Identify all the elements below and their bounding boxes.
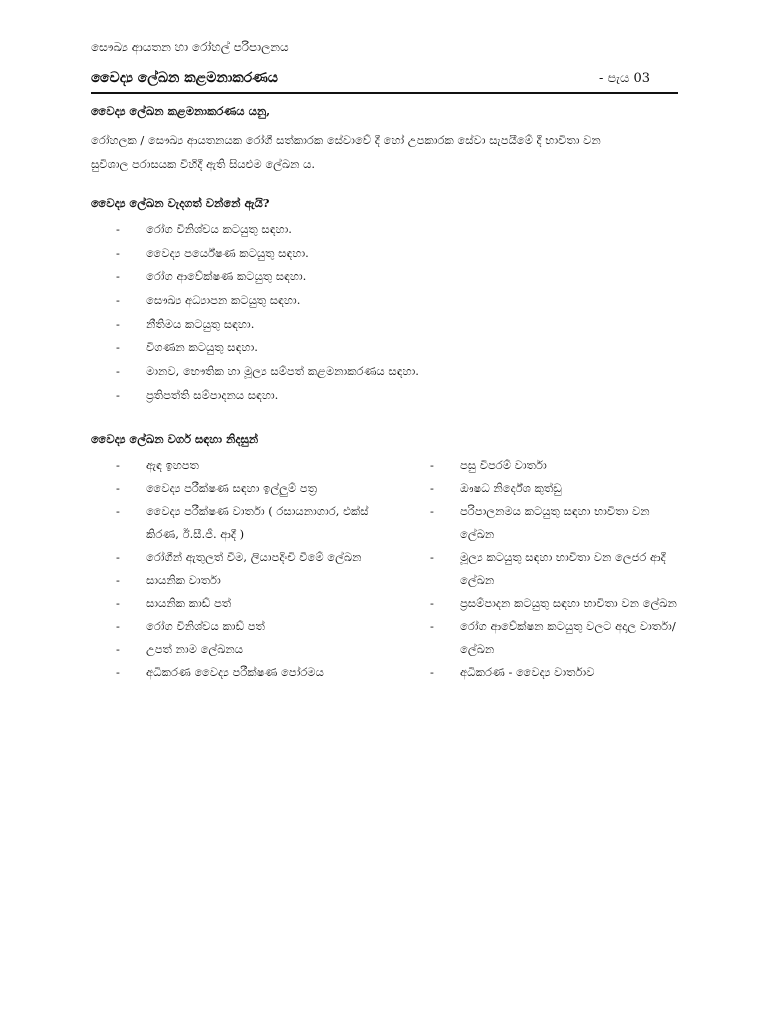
importance-heading: වෛද්‍ය ලේඛන වැදගත් වන්නේ ඇයි? [91,196,270,210]
types-heading: වෛද්‍ය ලේඛන වර්ග සඳහා නිදසුන් [91,432,259,446]
page-title: වෛද්‍ය ලේඛන කළමනාකරණය [91,70,278,86]
bullet-dash: - [430,619,434,633]
bullet-dash: - [430,504,434,518]
definition-heading: වෛද්‍ය ලේඛන කළමනාකරණය යනු, [91,104,271,118]
bullet-dash: - [116,619,120,633]
list-item: - වෛද්‍ය පරීක්ෂණ වාර්තා ( රසායනාගාර, එක්ස් කිරණ, ඊ.සී.ජී. ආදී ) [116,500,386,546]
definition-paragraph [91,128,681,176]
list-item: - රෝග විනිශ්චය කටයුතු සඳහා. [116,218,636,242]
bullet-dash: - [430,665,434,679]
duration-label: - පැය 03 [599,71,650,86]
bullet-dash: - [116,316,120,331]
bullet-dash: - [116,293,120,308]
list-item: - සායනික වාර්තා [116,569,386,592]
list-item: - අධිකරණ - වෛද්‍ය වාර්තාව [430,661,680,684]
importance-list [116,218,636,408]
list-item: - ප්‍රතිපත්ති සම්පාදනය සඳහා. [116,384,636,408]
list-item: - ප්‍රසම්පාදන කටයුතු සඳහා භාවිතා වන ලේඛන [430,592,680,615]
list-item: - සායනික කාඩ් පත් [116,592,386,615]
list-item: - රෝග විනිශ්චය කාඩ් පත් [116,615,386,638]
bullet-dash: - [116,550,120,564]
list-item: - වෛද්‍ය පර්යේෂණ කටයුතු සඳහා. [116,242,636,266]
list-item: - වෛද්‍ය පරීක්ෂණ සඳහා ඉල්ලුම් පත්‍ර [116,477,386,500]
bullet-dash: - [116,387,120,402]
bullet-dash: - [116,665,120,679]
list-item: - පරිපාලනමය කටයුතු සඳහා භාවිතා වන ලේඛන [430,500,680,546]
types-list-right [430,454,680,684]
bullet-dash: - [116,364,120,379]
list-item: - සෞඛ්‍ය අධ්‍යාපන කටයුතු සඳහා. [116,289,636,313]
title-row [91,70,678,94]
bullet-dash: - [430,458,434,472]
bullet-dash: - [116,269,120,284]
list-item: - මානව, භෞතික හා මූල්‍ය සම්පත් කළමනාකරණය සඳහා. [116,360,636,384]
bullet-dash: - [116,222,120,236]
bullet-dash: - [116,573,120,587]
types-list-left [116,454,386,684]
list-item: - මූල්‍ය කටයුතු සඳහා භාවිතා වන ලෙජර ආදී ලේඛන [430,546,680,592]
list-item: - රෝගීන් ඇතුලත් වීම, ලියාපදිංචි වීමේ ලේඛන [116,546,386,569]
list-item: - රෝග ආවේක්ෂණ කටයුතු සඳහා. [116,265,636,289]
list-item: - උපත් නාම ලේඛනය [116,638,386,661]
course-name: සෞඛ්‍ය ආයතන හා රෝහල් පරිපාලනය [91,40,289,54]
bullet-dash: - [116,642,120,656]
bullet-dash: - [116,340,120,355]
list-item: - අධිකරණ වෛද්‍ය පරීක්ෂණ පෝරමය [116,661,386,684]
bullet-dash: - [116,458,120,472]
list-item: - පසු විපරම් වාර්තා [430,454,680,477]
bullet-dash: - [430,596,434,610]
definition-line-1: රෝහලක / සෞඛ්‍ය ආයතනයක රෝගී සත්කාරක සේවාවේ දී හෝ උපකාරක සේවා සැපයීමේ දී භාවිතා වන [91,133,601,147]
list-item: - ඇඳ ඉහපත [116,454,386,477]
list-item: - ඖෂධ නිර්දේශ කුත්ඩු [430,477,680,500]
definition-line-2: සුවිශාල පරාසයක විහිදී ඇති සියළුම ලේඛන ය. [91,157,316,171]
bullet-dash: - [116,596,120,610]
list-item: - රෝග ආවේක්ෂන කටයුතු වලට අදාල වාර්තා/ ලේඛන [430,615,680,661]
bullet-dash: - [430,550,434,564]
bullet-dash: - [116,504,120,518]
bullet-dash: - [116,481,120,495]
list-item: - නීතිමය කටයුතු සඳහා. [116,313,636,337]
bullet-dash: - [116,245,120,260]
bullet-dash: - [430,481,434,495]
list-item: - විගණන කටයුතු සඳහා. [116,336,636,360]
